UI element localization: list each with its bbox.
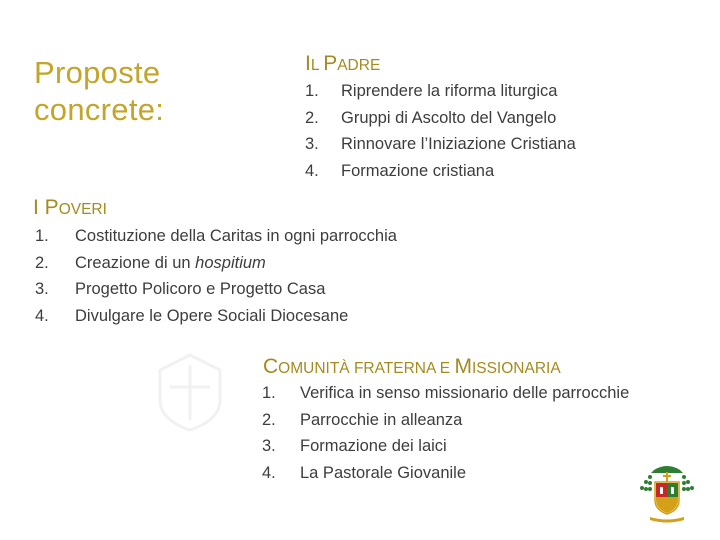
item-number: 4. (262, 463, 276, 482)
section-heading-comunita (263, 355, 561, 381)
list-comunita (262, 380, 682, 486)
item-text: Gruppi di Ascolto del Vangelo (341, 108, 557, 127)
page-title (34, 54, 164, 128)
item-number: 3. (262, 437, 276, 456)
list-item (305, 105, 625, 132)
item-number: 1. (305, 82, 319, 100)
item-text: Costituzione della Caritas in ogni parrocchia (75, 227, 397, 245)
watermark-icon (145, 345, 235, 435)
item-text: Progetto Policoro e Progetto Casa (75, 280, 326, 299)
item-number: 2. (305, 108, 319, 127)
item-number: 4. (305, 161, 319, 180)
heading-part: OMUNITÀ FRATERNA E (278, 360, 455, 377)
list-item (262, 460, 682, 487)
heading-part: C (263, 355, 279, 378)
item-text-emphasis: hospitium (195, 253, 266, 272)
heading-part: L (310, 57, 324, 74)
item-number: 2. (35, 253, 49, 272)
item-text (75, 250, 266, 277)
item-text: Riprendere la riforma liturgica (341, 82, 558, 100)
list-item (35, 223, 455, 250)
heading-part: I (33, 196, 45, 219)
coat-of-arms-icon (636, 462, 698, 524)
section-heading-poveri (33, 196, 107, 222)
title-line-1: Proposte (34, 55, 161, 90)
item-text: Verifica in senso missionario delle parrocchie (300, 384, 630, 402)
list-item (35, 250, 455, 277)
heading-part: I (305, 52, 311, 75)
item-text: Formazione dei laici (300, 437, 447, 456)
list-item (305, 158, 625, 185)
item-number: 3. (35, 280, 49, 299)
item-text: Parrocchie in alleanza (300, 410, 463, 429)
item-text: Rinnovare l’Iniziazione Cristiana (341, 135, 576, 154)
heading-part: P (44, 196, 59, 219)
heading-part: OVERI (58, 201, 107, 218)
list-padre (305, 78, 625, 184)
title-line-2: concrete: (34, 92, 165, 127)
heading-part: ISSIONARIA (471, 360, 561, 377)
list-item (262, 407, 682, 434)
item-number: 1. (35, 227, 49, 245)
list-item (35, 303, 455, 330)
item-number: 1. (262, 384, 276, 402)
section-heading-padre (305, 52, 380, 78)
item-text-plain: Creazione di un (75, 253, 196, 272)
item-number: 3. (305, 135, 319, 154)
list-item (305, 78, 625, 105)
heading-part: M (454, 355, 472, 378)
heading-part: P (323, 52, 338, 75)
list-poveri (35, 223, 455, 329)
list-item (35, 276, 455, 303)
heading-part: ADRE (337, 57, 381, 74)
item-text: Formazione cristiana (341, 161, 495, 180)
item-number: 4. (35, 306, 49, 325)
item-text: Divulgare le Opere Sociali Diocesane (75, 306, 349, 325)
item-number: 2. (262, 410, 276, 429)
list-item (305, 131, 625, 158)
list-item (262, 380, 682, 407)
list-item (262, 433, 682, 460)
item-text: La Pastorale Giovanile (300, 463, 467, 482)
